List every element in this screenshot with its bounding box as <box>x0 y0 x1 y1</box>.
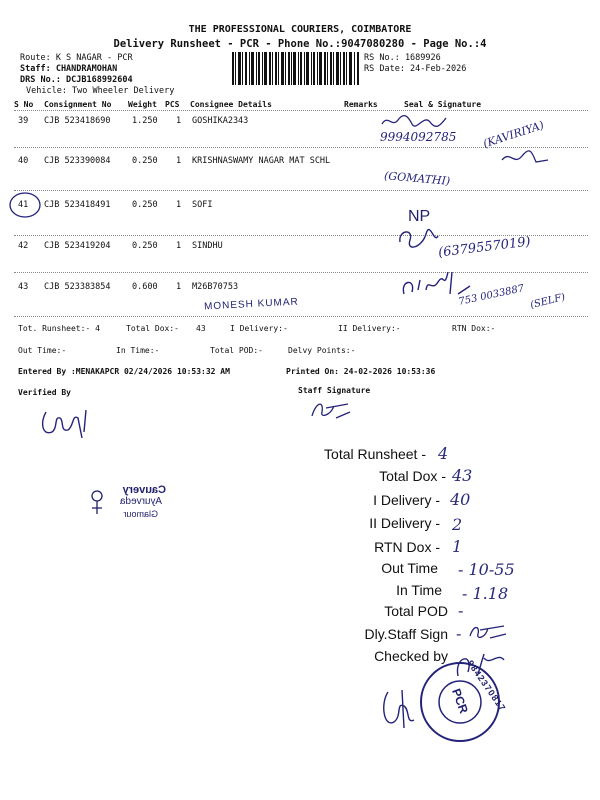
row-consignment: CJB 523390084 <box>44 156 111 166</box>
row-pcs: 1 <box>176 116 182 126</box>
in-time-label: In Time:- <box>116 346 160 355</box>
row-consignment: CJB 523383854 <box>44 282 111 292</box>
r43-phone: 753 0033887 <box>457 283 526 308</box>
row-rule <box>14 190 588 191</box>
ii-delivery-label: II Delivery:- <box>338 324 401 333</box>
header-rule <box>14 110 588 111</box>
staff-signature-label: Staff Signature <box>298 386 371 395</box>
summary-label: RTN Dox - <box>374 539 440 555</box>
staff-label: Staff: CHANDRAMOHAN <box>20 64 118 74</box>
summary-label: Total POD <box>384 603 448 619</box>
circle-mark-icon <box>8 190 42 220</box>
printed-on: Printed On: 24-02-2026 10:53:36 <box>286 367 436 376</box>
total-dox-label: Total Dox:- <box>126 324 179 333</box>
vehicle-label: Vehicle: Two Wheeler Delivery <box>26 86 175 96</box>
signature-scribble-icon <box>396 226 440 252</box>
total-dox-value: 43 <box>196 324 206 333</box>
rs-date: RS Date: 24-Feb-2026 <box>364 64 467 74</box>
summary-value: - <box>458 601 464 620</box>
summary-label: Checked by <box>374 648 448 664</box>
signature-scribble-icon <box>380 112 450 130</box>
row-sno: 42 <box>18 241 29 251</box>
verified-by-label: Verified By <box>18 388 71 397</box>
row-sno: 43 <box>18 282 29 292</box>
delvy-points-label: Delvy Points:- <box>288 346 356 355</box>
row-weight: 1.250 <box>132 116 158 126</box>
row-rule <box>14 272 588 273</box>
row-consignment: CJB 523418690 <box>44 116 111 126</box>
row-consignee: SOFI <box>192 200 213 210</box>
summary-label: Out Time <box>381 560 438 576</box>
summary-label: Total Runsheet - <box>324 446 426 462</box>
row-weight: 0.250 <box>132 200 158 210</box>
signature-scribble-icon <box>500 146 550 168</box>
col-remarks: Remarks <box>344 100 378 109</box>
r43-self: (SELF) <box>529 291 567 312</box>
col-consignee: Consignee Details <box>190 100 272 109</box>
row-pcs: 1 <box>176 200 182 210</box>
row-consignment: CJB 523419204 <box>44 241 111 251</box>
rs-no: RS No.: 1689926 <box>364 53 441 63</box>
r43-consignee-handwritten: MONESH KUMAR <box>203 296 300 313</box>
dly-staff-signature-icon <box>466 620 510 642</box>
row-weight: 0.250 <box>132 156 158 166</box>
summary-value: 1 <box>452 537 463 556</box>
r39-phone: 9994092785 <box>380 130 457 144</box>
route-label: Route: K S NAGAR - PCR <box>20 53 133 63</box>
summary-value: - <box>456 624 462 643</box>
stamp-line2: Ayurveda <box>119 496 162 507</box>
r39-name: (KAVIRIYA) <box>481 118 546 151</box>
row-consignee: SINDHU <box>192 241 223 251</box>
checker-signature-icon <box>376 684 424 734</box>
row-consignee: M26B70753 <box>192 282 239 292</box>
summary-value: 43 <box>452 466 473 485</box>
i-delivery-label: I Delivery:- <box>230 324 288 333</box>
summary-value: 4 <box>438 444 449 463</box>
tot-runsheet: Tot. Runsheet:- 4 <box>18 324 100 333</box>
row-sno: 41 <box>18 200 29 210</box>
row-rule <box>14 316 588 317</box>
row-pcs: 1 <box>176 282 182 292</box>
col-consignment: Consignment No <box>44 100 112 109</box>
row-consignee: KRISHNASWAMY NAGAR MAT SCHL <box>192 156 331 166</box>
row-sno: 40 <box>18 156 29 166</box>
row-pcs: 1 <box>176 241 182 251</box>
row-pcs: 1 <box>176 156 182 166</box>
leaf-logo-icon <box>86 486 108 516</box>
row-weight: 0.600 <box>132 282 158 292</box>
summary-label: II Delivery - <box>369 515 440 531</box>
brand-stamp <box>82 484 172 528</box>
verified-signature-icon <box>38 402 98 442</box>
pcr-seal <box>418 658 508 744</box>
seal-ring-text: 9842370817 <box>465 658 508 714</box>
staff-signature-icon <box>308 396 352 422</box>
stamp-line3: Glamour <box>123 509 158 519</box>
summary-value: - 10-55 <box>458 560 515 579</box>
row-consignment: CJB 523418491 <box>44 200 111 210</box>
row-weight: 0.250 <box>132 241 158 251</box>
rtn-dox-label: RTN Dox:- <box>452 324 496 333</box>
r42-phone: (6379557019) <box>437 234 532 261</box>
total-pod-label: Total POD:- <box>210 346 263 355</box>
row-rule <box>14 235 588 236</box>
row-sno: 39 <box>18 116 29 126</box>
summary-value: - 1.18 <box>462 584 509 603</box>
drs-label: DRS No.: DCJB168992604 <box>20 75 133 85</box>
stamp-line1: Cauvery <box>122 484 166 496</box>
summary-label: Total Dox - <box>379 468 446 484</box>
summary-value: 40 <box>450 490 471 509</box>
entered-by: Entered By :MENAKAPCR 02/24/2026 10:53:32 AM <box>18 367 230 376</box>
summary-label: Dly.Staff Sign <box>364 626 448 642</box>
seal-center-text: PCR <box>449 686 471 716</box>
col-sno: S No <box>14 100 34 109</box>
summary-label: In Time <box>396 582 442 598</box>
row-consignee: GOSHIKA2343 <box>192 116 249 126</box>
col-seal: Seal & Signature <box>404 100 482 109</box>
summary-value: 2 <box>452 515 463 534</box>
company-title: THE PROFESSIONAL COURIERS, COIMBATORE <box>188 24 412 35</box>
col-weight: Weight <box>128 100 157 109</box>
summary-label: I Delivery - <box>373 492 440 508</box>
out-time-label: Out Time:- <box>18 346 67 355</box>
runsheet-title: Delivery Runsheet - PCR - Phone No.:9047080280 - Page No.:4 <box>113 38 487 50</box>
r41-mark: NP <box>408 208 431 225</box>
barcode-icon <box>232 52 360 85</box>
r40-name: (GOMATHI) <box>383 169 451 188</box>
col-pcs: PCS <box>165 100 180 109</box>
